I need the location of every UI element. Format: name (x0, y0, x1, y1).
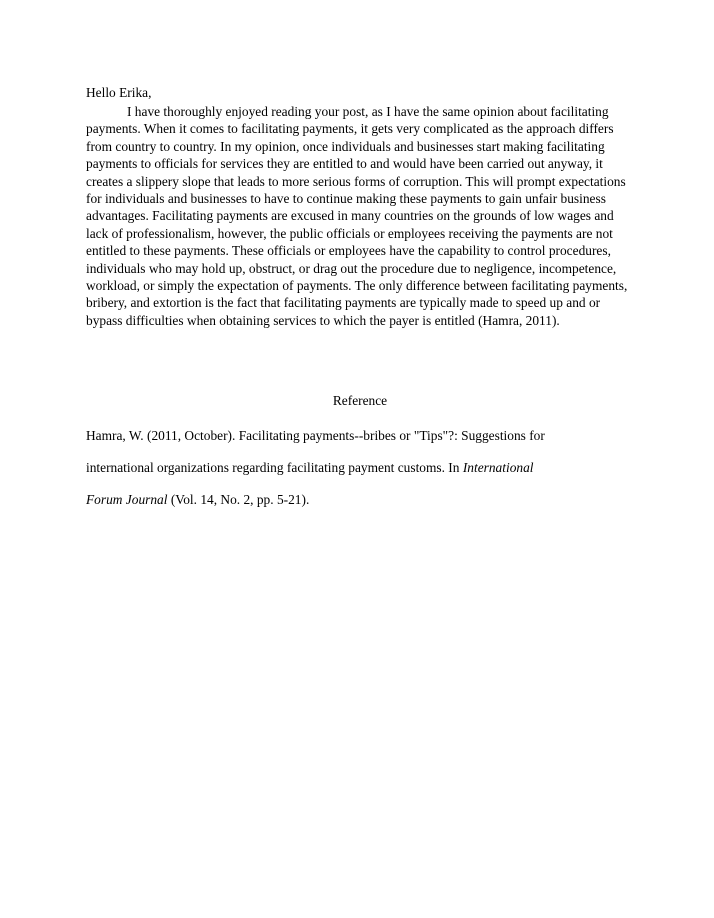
journal-title-part-2: Forum Journal (86, 492, 168, 507)
journal-title-part-1: International (462, 460, 534, 475)
letter-content (86, 84, 638, 329)
reference-line-2 (86, 452, 647, 484)
reference-text-1: Hamra, W. (2011, October). Facilitating payments--bribes or "Tips"?: Suggestions for (86, 428, 545, 443)
reference-entry (86, 420, 647, 516)
salutation: Hello Erika, (86, 85, 152, 100)
reference-line-1 (86, 420, 647, 452)
reference-heading: Reference (332, 393, 388, 408)
reference-line-3 (86, 484, 647, 516)
reference-text-3: (Vol. 14, No. 2, pp. 5-21). (167, 492, 310, 507)
body-paragraph: I have thoroughly enjoyed reading your post, as I have the same opinion about facilitating payments. When it comes to facilitating payments, it gets very complicated as the approach differs from country to country. In my opinion, once individuals and businesses start making facilitating payments to officials for services they are entitled to and would have been carried out anyway, it creates a slippery slope that leads to more serious forms of corruption. This will prompt expectations for individuals and businesses to have to continue making these payments to gain unfair business advantages. Facilitating payments are excused in many countries on the grounds of low wages and lack of professionalism, however, the public officials or employees receiving the payments are not entitled to these payments. These officials or employees have the capability to control procedures, individuals who may hold up, obstruct, or drag out the procedure due to negligence, incompetence, workload, or simply the expectation of payments. The only difference between facilitating payments, bribery, and extortion is the fact that facilitating payments are typically made to speed up and or bypass difficulties when obtaining services to which the payer is entitled (Hamra, 2011). (86, 104, 628, 328)
reference-text-2: international organizations regarding facilitating payment customs. In (86, 460, 463, 475)
